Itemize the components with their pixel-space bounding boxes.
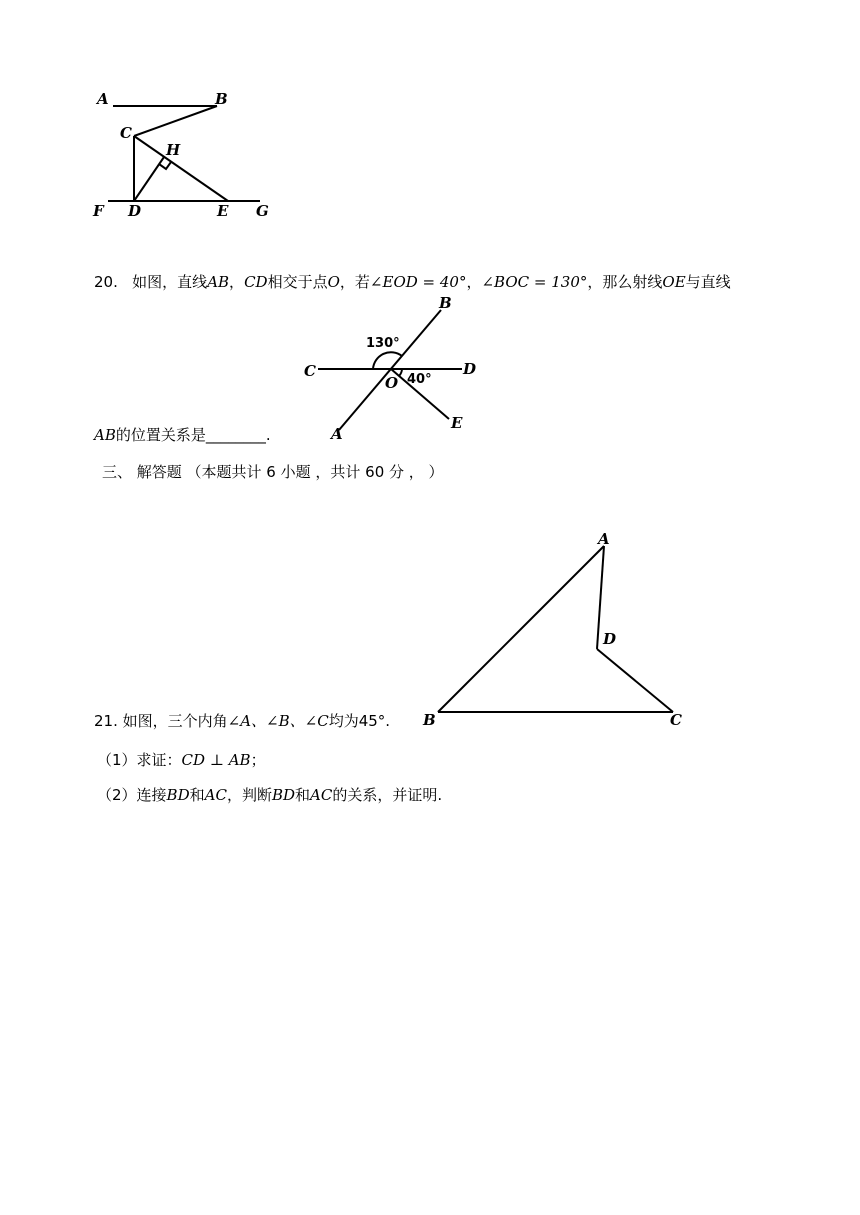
label-f: F [93, 202, 104, 220]
question-21-part2 [97, 784, 442, 805]
section-header: 三、 解答题 （本题共计 6 小题 ，共计 60 分 ， ） [102, 463, 444, 481]
math-bd: BD [166, 786, 190, 804]
segment-ce [134, 136, 228, 201]
question-21-part1 [97, 749, 266, 770]
math-ab: AB [94, 426, 116, 444]
math-ab: AB [207, 273, 230, 291]
label-d: D [128, 202, 142, 220]
segment-ba [438, 546, 604, 712]
label-o: O [385, 374, 399, 392]
angle-arc-40 [399, 369, 402, 376]
question-20-line2 [94, 424, 271, 445]
question-text: 的关系，并证明. [332, 786, 443, 804]
question-text: 与直线 [685, 273, 731, 291]
question-text: 相交于点 [267, 273, 328, 291]
part-label: （2）连接 [97, 786, 167, 804]
question-number: 21. [94, 712, 118, 730]
separator: ， [229, 273, 245, 291]
punctuation: ； [250, 751, 266, 769]
question-text: 均为45°. [328, 712, 391, 730]
question-text: ，判断 [226, 786, 272, 804]
label-h: H [166, 141, 181, 159]
label-b: B [215, 90, 228, 108]
math-cd-perp-ab: CD ⊥ AB [181, 751, 251, 769]
math-angles: ∠A、∠B、∠C [227, 712, 329, 730]
label-e: E [451, 414, 463, 432]
label-d: D [463, 360, 477, 378]
question-20-line1 [94, 271, 731, 292]
label-a: A [97, 90, 109, 108]
math-bd: BD [271, 786, 296, 804]
segment-cb [134, 106, 217, 136]
question-text: 如图，直线 [132, 273, 208, 291]
question-text: 和 [295, 786, 311, 804]
segment-dc [597, 649, 673, 712]
label-e: E [217, 202, 229, 220]
label-c: C [670, 711, 682, 729]
angle-label-130: 130° [366, 336, 400, 351]
question-text: 如图，三个内角 [122, 712, 228, 730]
label-b: B [439, 294, 452, 312]
math-ac: AC [310, 786, 333, 804]
question-text: 和 [189, 786, 205, 804]
label-a: A [598, 530, 610, 548]
math-ac: AC [204, 786, 227, 804]
question-number: 20. [94, 273, 118, 291]
question-text: ， [466, 273, 482, 291]
question-text: ，那么射线 [587, 273, 663, 291]
label-d: D [603, 630, 617, 648]
angle-label-40: 40° [407, 372, 432, 387]
math-o: O [327, 273, 340, 291]
label-c: C [304, 362, 316, 380]
label-a: A [331, 425, 343, 443]
question-text: ，若 [339, 273, 370, 291]
math-angle-eod: ∠EOD = 40° [369, 273, 467, 291]
label-c: C [120, 124, 132, 142]
label-b: B [423, 711, 436, 729]
math-cd: CD [244, 273, 268, 291]
label-g: G [256, 202, 269, 220]
question-21-line1 [94, 710, 390, 731]
figure-q19 [0, 0, 860, 240]
part-label: （1）求证： [97, 751, 182, 769]
question-text: 的位置关系是________. [115, 426, 271, 444]
math-oe: OE [662, 273, 686, 291]
math-angle-boc: ∠BOC = 130° [481, 273, 588, 291]
